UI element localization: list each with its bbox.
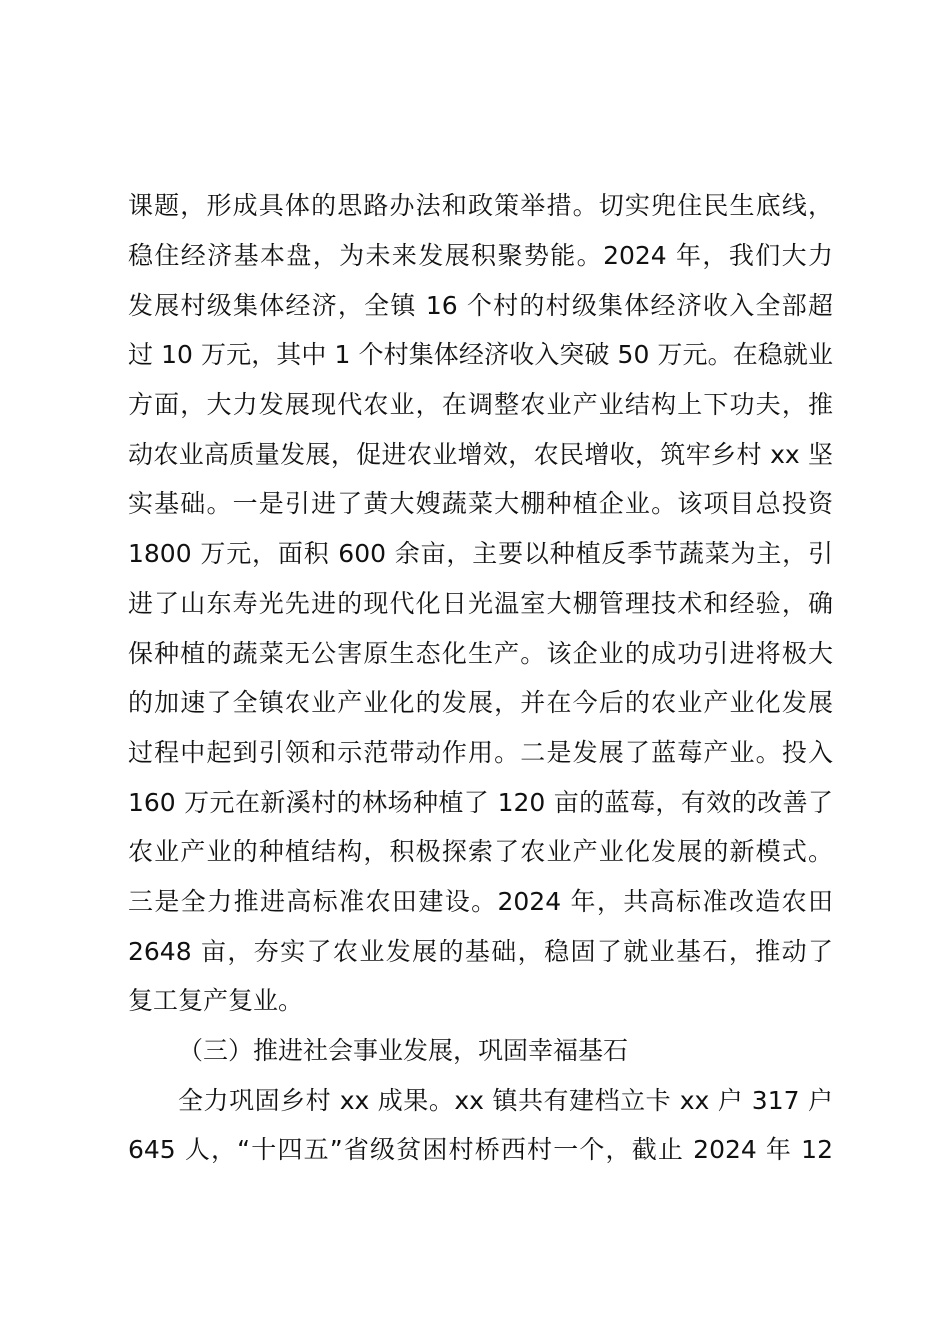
body-text-line: 课题，形成具体的思路办法和政策举措。切实兜住民生底线， — [128, 191, 833, 220]
section-heading: （三）推进社会事业发展，巩固幸福基石 — [178, 1036, 629, 1065]
body-text-line: 160 万元在新溪村的林场种植了 120 亩的蓝莓，有效的改善了 — [128, 788, 833, 817]
body-text-line: 动农业高质量发展，促进农业增效，农民增收，筑牢乡村 xx 坚 — [128, 440, 833, 469]
body-text-line: 645 人，“十四五”省级贫困村桥西村一个，截止 2024 年 12 — [128, 1135, 833, 1164]
body-text-line: 过 10 万元，其中 1 个村集体经济收入突破 50 万元。在稳就业 — [128, 340, 833, 369]
body-text-line: 2648 亩，夯实了农业发展的基础，稳固了就业基石，推动了 — [128, 937, 833, 966]
body-text-line: 全力巩固乡村 xx 成果。xx 镇共有建档立卡 xx 户 317 户 — [178, 1086, 833, 1115]
body-text-line: 发展村级集体经济，全镇 16 个村的村级集体经济收入全部超 — [128, 291, 833, 320]
body-text-line: 进了山东寿光先进的现代化日光温室大棚管理技术和经验，确 — [128, 589, 833, 618]
body-text-line: 复工复产复业。 — [128, 986, 304, 1015]
body-text-line: 实基础。一是引进了黄大嫂蔬菜大棚种植企业。该项目总投资 — [128, 489, 833, 518]
body-text-line: 过程中起到引领和示范带动作用。二是发展了蓝莓产业。投入 — [128, 738, 833, 767]
body-text-line: 的加速了全镇农业产业化的发展，并在今后的农业产业化发展 — [128, 688, 833, 717]
body-text-line: 稳住经济基本盘，为未来发展积聚势能。2024 年，我们大力 — [128, 241, 833, 270]
body-text-line: 方面，大力发展现代农业，在调整农业产业结构上下功夫，推 — [128, 390, 833, 419]
body-text-line: 1800 万元，面积 600 余亩，主要以种植反季节蔬菜为主，引 — [128, 539, 833, 568]
body-text-line: 农业产业的种植结构，积极探索了农业产业化发展的新模式。 — [128, 837, 833, 866]
body-text-line: 三是全力推进高标准农田建设。2024 年，共高标准改造农田 — [128, 887, 833, 916]
body-text-line: 保种植的蔬菜无公害原生态化生产。该企业的成功引进将极大 — [128, 639, 833, 668]
